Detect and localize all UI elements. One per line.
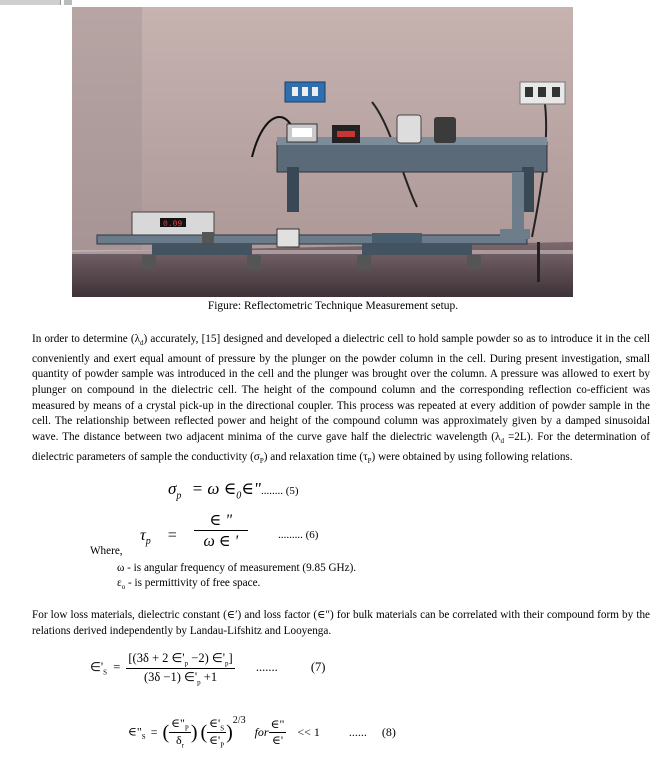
fraction-numerator <box>126 650 234 669</box>
equation-6 <box>140 510 318 551</box>
top-bar <box>0 0 666 5</box>
fraction <box>126 650 234 686</box>
eq-subscript: p <box>197 678 201 686</box>
eq-text: +1 <box>200 669 218 684</box>
fraction <box>194 510 249 551</box>
eq-subscript: P <box>184 724 189 733</box>
eq-symbol: = <box>166 527 178 545</box>
eq-text: −2) ∈' <box>188 651 226 665</box>
equation-number: ......... (6) <box>278 529 319 542</box>
eq-subscript: r <box>181 741 184 750</box>
eq-symbol: = ω ∈ <box>191 479 237 498</box>
eq-exponent: 2/3 <box>232 714 246 726</box>
where-text: - is permittivity of free space. <box>125 577 261 589</box>
eq-text: for <box>254 724 269 739</box>
eq-subscript: S <box>103 668 108 677</box>
subscript: P <box>259 456 264 465</box>
eq-symbol: ∈" <box>128 724 142 739</box>
measurement-setup-photo <box>72 7 573 297</box>
photo-illustration <box>72 7 573 297</box>
eq-text: << 1 <box>297 724 320 739</box>
eq-subscript: 0 <box>236 490 242 502</box>
equation-number: (7) <box>310 659 326 674</box>
eq-subscript: p <box>145 536 151 548</box>
equation-number: ........ (5) <box>260 485 299 497</box>
figure-caption: Figure: Reflectometric Technique Measurement setup. <box>207 300 459 312</box>
paragraph-text: In order to determine (λ <box>32 333 141 345</box>
fraction-numerator <box>169 716 191 733</box>
equation-5 <box>168 479 299 501</box>
paragraph-2: For low loss materials, dielectric constant (∈′) and loss factor (∈″) for bulk materials can be correlated with their compound form by the relations derived independently by Landau-Lifshitz and Looyenga. <box>32 609 650 637</box>
fraction-numerator: ∈ " <box>194 510 249 531</box>
fraction <box>207 716 226 750</box>
eq-symbol: ∈" <box>241 479 261 498</box>
fraction <box>269 717 287 748</box>
subscript: P <box>367 456 372 465</box>
paragraph-text: =2L). For the determination of dielectric parameters of sample the conductivity (σ <box>32 430 650 463</box>
eq-text: [(3δ + 2 ∈' <box>128 651 185 665</box>
eq-dots: ....... <box>255 659 278 674</box>
eq-symbol: τ <box>140 527 146 545</box>
equation-number: (8) <box>381 724 396 739</box>
eq-text: (3δ −1) ∈' <box>143 669 198 684</box>
eq-symbol: ε <box>117 577 122 589</box>
paragraph-text: ) and relaxation time (τ <box>263 450 368 463</box>
eq-text: ∈" <box>171 716 185 730</box>
fraction-denominator: ω ∈ ' <box>203 533 239 550</box>
eq-subscript: S <box>220 724 225 733</box>
fraction-numerator: ∈" <box>270 717 285 732</box>
fraction <box>169 716 191 750</box>
eq-subscript: p <box>184 659 189 668</box>
eq-symbol: σ <box>168 479 177 498</box>
where-label: Where, <box>90 545 123 557</box>
eq-subscript: S <box>141 733 146 742</box>
subscript: d <box>500 437 504 446</box>
where-item-omega: ω - is angular frequency of measurement (9.85 GHz). <box>117 562 357 574</box>
meter-readout: 0.09 <box>163 220 183 229</box>
fraction-denominator <box>169 733 191 749</box>
fraction-denominator: ∈' <box>271 733 283 748</box>
eq-text: ∈' <box>209 733 221 748</box>
eq-subscript: P <box>220 741 225 750</box>
top-bar-segment <box>0 0 61 5</box>
top-bar-segment <box>64 0 72 5</box>
paragraph-1 <box>32 332 650 469</box>
fraction-denominator <box>207 733 226 749</box>
subscript: d <box>140 339 144 348</box>
eq-subscript: p <box>225 659 229 668</box>
eq-symbol: ∈' <box>90 659 104 674</box>
fraction-numerator <box>207 716 226 733</box>
eq-subscript: p <box>176 490 182 502</box>
equation-8: $\in"_S$ = ( $\frac{\in"_P}{\delta_r}$ ) ( $\frac{\in'_S}{\in'_P}$ )$^{2/3}$ for $\frac{\in"}{\in'}$ << 1 ...... (8) <box>128 714 396 750</box>
eq-text: ] <box>228 651 233 665</box>
equation-7: $\in'_S$ = $\frac{[(3\delta + 2 \in'_p -2) \in'_p]}{(3\delta -1) \in'_p +1}$ ....... (7) <box>90 651 326 686</box>
paragraph-text: ) accurately, [15] designed and developed a dielectric cell to hold sample powder so as to introduce it in the cell conveniently and exert equal amount of pressure by the plunger on the powder column in the cell. During present investigation, small quantity of powder sample was introduced in the cell and the plunger was brought over the column. A pressure was allowed to exert by plunger on compound in the dielectric cell. The height of the compound column and the corresponding reflection co-efficient was measured by means of a crystal pick-up in the directional coupler. This process was repeated at every addition of powder sample in the cell. The relationship between reflected power and height of the compound column was approximately given by a damped sinusoidal wave. The distance between two adjacent minima of the curve gave half the dielectric wavelength (λ <box>32 333 650 443</box>
eq-dots: ...... <box>348 724 367 739</box>
paragraph-text: ) were obtained by using following relations. <box>371 450 573 463</box>
where-item-epsilon <box>117 577 260 591</box>
eq-text: δ <box>175 733 182 748</box>
fraction-denominator <box>126 669 234 687</box>
eq-text: ∈' <box>209 716 221 730</box>
eq-subscript: o <box>121 583 126 592</box>
